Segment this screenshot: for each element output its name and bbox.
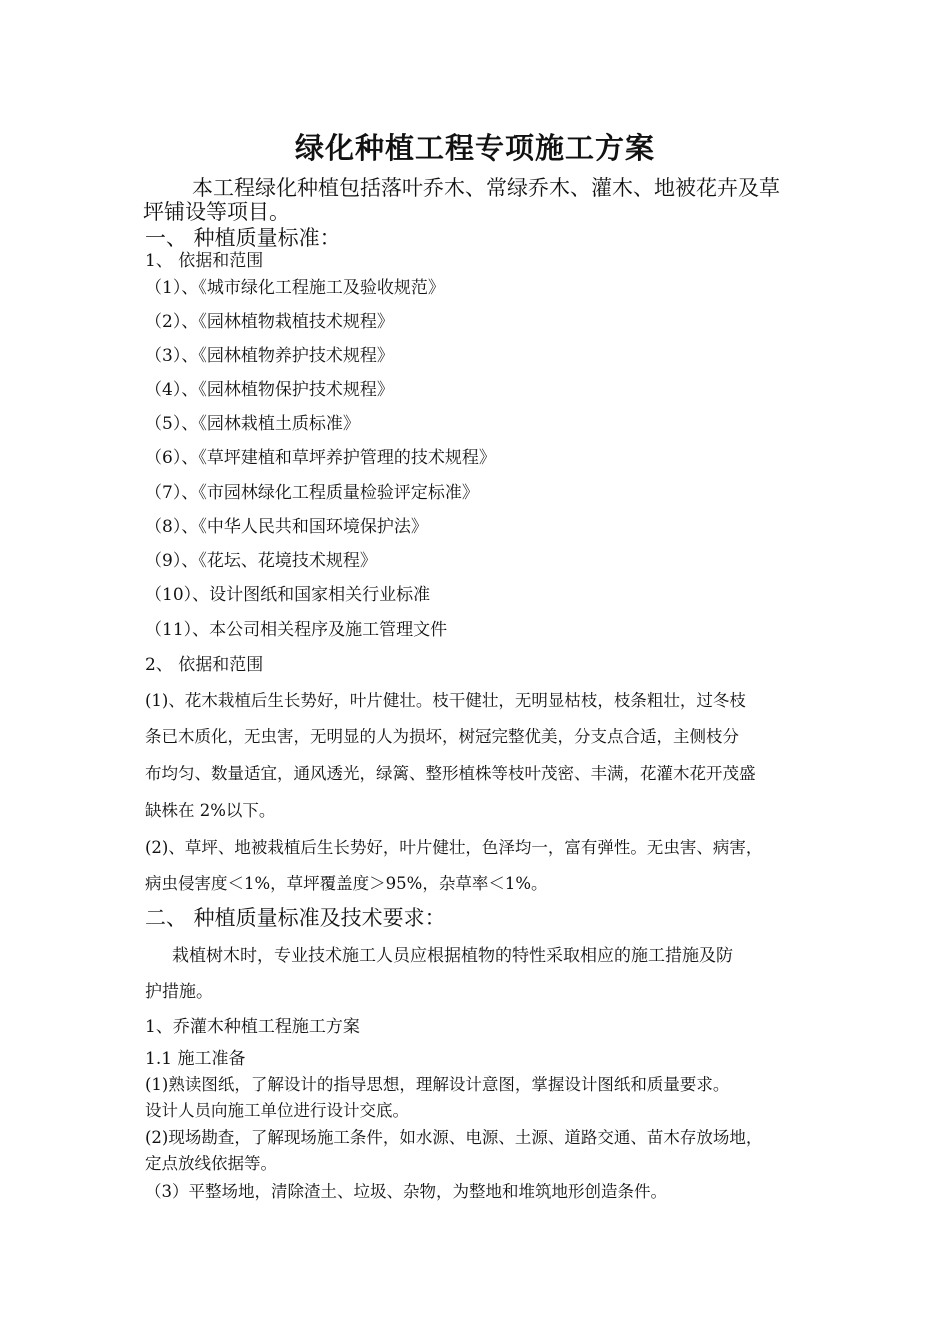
paragraph-line: 病虫侵害度＜1%，草坪覆盖度＞95%，杂草率＜1%。 [145,874,548,893]
paragraph-line: (1)熟读图纸，了解设计的指导思想，理解设计意图，掌握设计图纸和质量要求。 [145,1075,730,1094]
standard-item: （8）、《中华人民共和国环境保护法》 [145,517,428,537]
standard-item: （2）、《园林植物栽植技术规程》 [145,312,394,332]
standard-item: （9）、《花坛、花境技术规程》 [145,551,377,571]
standard-item: （10）、设计图纸和国家相关行业标准 [145,585,431,605]
paragraph-line: 布均匀、数量适宜，通风透光，绿篱、整形植株等枝叶茂密、丰满，花灌木花开茂盛 [145,764,756,783]
paragraph-line: 定点放线依据等。 [145,1154,277,1173]
section1-sub1-heading: 1、 依据和范围 [145,251,264,271]
paragraph-line: 护措施。 [145,982,213,1002]
paragraph-line: 缺株在 2%以下。 [145,801,276,820]
standard-item: （6）、《草坪建植和草坪养护管理的技术规程》 [145,448,496,468]
section1-sub2-heading: 2、 依据和范围 [145,655,264,675]
standard-item: （5）、《园林栽植土质标准》 [145,414,360,434]
standard-item: （1）、《城市绿化工程施工及验收规范》 [145,278,445,298]
paragraph-line: （3）平整场地，清除渣土、垃圾、杂物，为整地和堆筑地形创造条件。 [145,1182,667,1201]
standard-item: （11）、本公司相关程序及施工管理文件 [145,620,448,640]
section1-heading: 一、 种植质量标准： [145,226,341,250]
intro-line-2: 坪铺设等项目。 [143,200,290,224]
paragraph-line: 条已木质化，无虫害，无明显的人为损坏，树冠完整优美，分支点合适，主侧枝分 [145,727,739,746]
intro-line-1: 本工程绿化种植包括落叶乔木、常绿乔木、灌木、地被花卉及草 [192,176,780,200]
document-title: 绿化种植工程专项施工方案 [294,131,655,165]
paragraph-line: 栽植树木时，专业技术施工人员应根据植物的特性采取相应的施工措施及防 [172,946,733,966]
standard-item: （7）、《市园林绿化工程质量检验评定标准》 [145,483,479,503]
paragraph-line: (2)、草坪、地被栽植后生长势好，叶片健壮，色泽均一，富有弹性。无虫害、病害， [145,838,763,857]
paragraph-line: 设计人员向施工单位进行设计交底。 [145,1101,409,1120]
standard-item: （3）、《园林植物养护技术规程》 [145,346,394,366]
standard-item: （4）、《园林植物保护技术规程》 [145,380,394,400]
section2-heading: 二、 种植质量标准及技术要求： [145,906,446,930]
paragraph-line: (2)现场勘查，了解现场施工条件，如水源、电源、土源、道路交通、苗木存放场地， [145,1128,763,1147]
paragraph-line: (1)、花木栽植后生长势好，叶片健壮。枝干健壮，无明显枯枝，枝条粗壮，过冬枝 [145,691,746,710]
section2-sub1-1-heading: 1.1 施工准备 [145,1049,246,1069]
section2-sub1-heading: 1、乔灌木种植工程施工方案 [145,1017,360,1037]
